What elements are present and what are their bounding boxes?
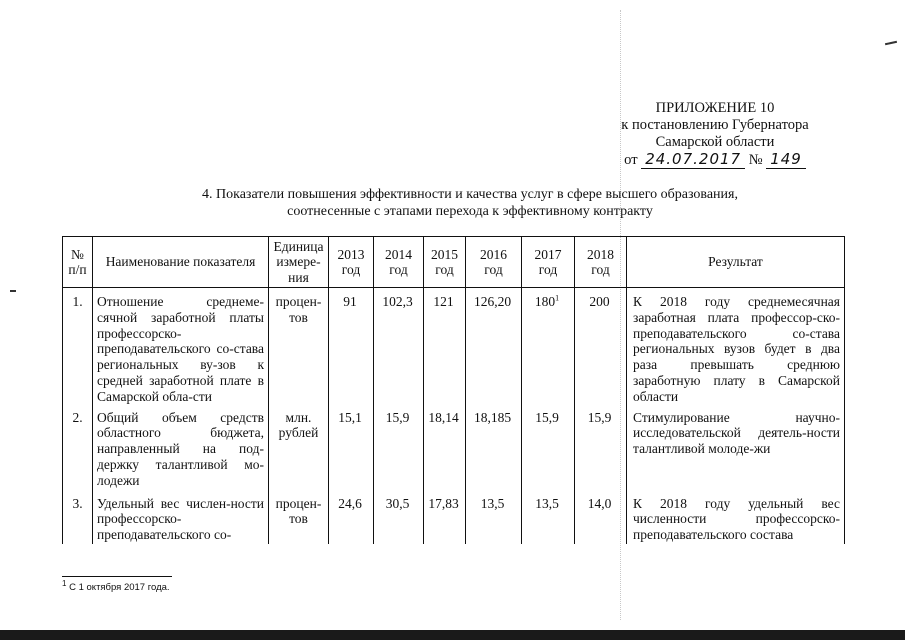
row-2014: 102,3 (374, 288, 424, 406)
row-2018: 14,0 (575, 490, 627, 544)
row-num: 1. (63, 288, 93, 406)
row-2015: 18,14 (424, 406, 466, 490)
row-result: Стимулирование научно-исследовательской деятель-ности талантливой молоде-жи (627, 406, 845, 490)
table-row (63, 288, 845, 406)
row-2017 (522, 288, 575, 406)
row-num: 2. (63, 406, 93, 490)
header-name: Наименование показателя (93, 237, 269, 288)
table-row (63, 490, 845, 544)
header-2013: 2013 год (329, 237, 374, 288)
table-title-line-2: соотнесенные с этапами перехода к эффективному контракту (287, 204, 653, 219)
row-2017-value: 180 (534, 294, 556, 309)
row-2017-value: 15,9 (535, 409, 559, 425)
header-2017: 2017 год (522, 237, 575, 288)
row-2013: 15,1 (329, 406, 374, 490)
row-result: К 2018 году среднемесячная заработная плата профессор-ско-преподавательского со-става региональных вузов будет в два раза превышать среднюю заработную плату в Самарской области (627, 288, 845, 406)
row-2017 (522, 406, 575, 490)
row-2016: 126,20 (466, 288, 522, 406)
footnote-ref: 1 (555, 293, 560, 303)
row-2014: 15,9 (374, 406, 424, 490)
row-2013: 91 (329, 288, 374, 406)
handwritten-number: 149 (766, 150, 806, 169)
row-2017-value: 13,5 (535, 495, 559, 511)
date-prefix: от (624, 152, 638, 168)
header-2018: 2018 год (575, 237, 627, 288)
footnote-mark: 1 (62, 578, 67, 588)
appendix-date-line (600, 151, 830, 169)
row-result: К 2018 году удельный вес численности профессорско-преподавательского состава (627, 490, 845, 544)
row-2016: 18,185 (466, 406, 522, 490)
row-2015: 121 (424, 288, 466, 406)
row-unit: процен-тов (269, 288, 329, 406)
row-name: Общий объем средств областного бюджета, направленный на под-держку талантливой мо-лодежи (93, 406, 269, 490)
scan-artifact-mark (885, 41, 897, 45)
appendix-resolution: к постановлению Губернатора (621, 117, 809, 133)
row-2014: 30,5 (374, 490, 424, 544)
indicators-table (62, 236, 845, 544)
table-title (120, 186, 820, 220)
header-2014: 2014 год (374, 237, 424, 288)
row-unit: млн. рублей (269, 406, 329, 490)
row-2016: 13,5 (466, 490, 522, 544)
row-unit: процен-тов (269, 490, 329, 544)
header-result: Результат (627, 237, 845, 288)
scan-bottom-edge (0, 630, 905, 640)
row-name: Отношение среднеме-сячной заработной платы профессорско-преподавательского со-става региональных ву-зов к средней заработной плате в Самарской обла-сти (93, 288, 269, 406)
header-num: № п/п (63, 237, 93, 288)
row-2015: 17,83 (424, 490, 466, 544)
row-2018: 200 (575, 288, 627, 406)
table-row (63, 406, 845, 490)
footnote-divider (62, 576, 172, 577)
scan-artifact-mark (10, 290, 16, 292)
table-header-row (63, 237, 845, 288)
row-2017 (522, 490, 575, 544)
row-2013: 24,6 (329, 490, 374, 544)
row-name: Удельный вес числен-ности профессорско-преподавательского со- (93, 490, 269, 544)
footnote-text: С 1 октября 2017 года. (69, 582, 170, 593)
number-prefix: № (748, 152, 763, 168)
handwritten-date: 24.07.2017 (641, 150, 745, 169)
appendix-title: ПРИЛОЖЕНИЕ 10 (655, 100, 775, 116)
table-title-line-1: 4. Показатели повышения эффективности и качества услуг в сфере высшего образования, (202, 187, 738, 202)
appendix-region: Самарской области (655, 134, 775, 150)
header-2016: 2016 год (466, 237, 522, 288)
header-unit: Единица измере-ния (269, 237, 329, 288)
row-num: 3. (63, 490, 93, 544)
row-2018: 15,9 (575, 406, 627, 490)
header-2015: 2015 год (424, 237, 466, 288)
appendix-block (600, 100, 830, 169)
footnote (62, 578, 170, 593)
